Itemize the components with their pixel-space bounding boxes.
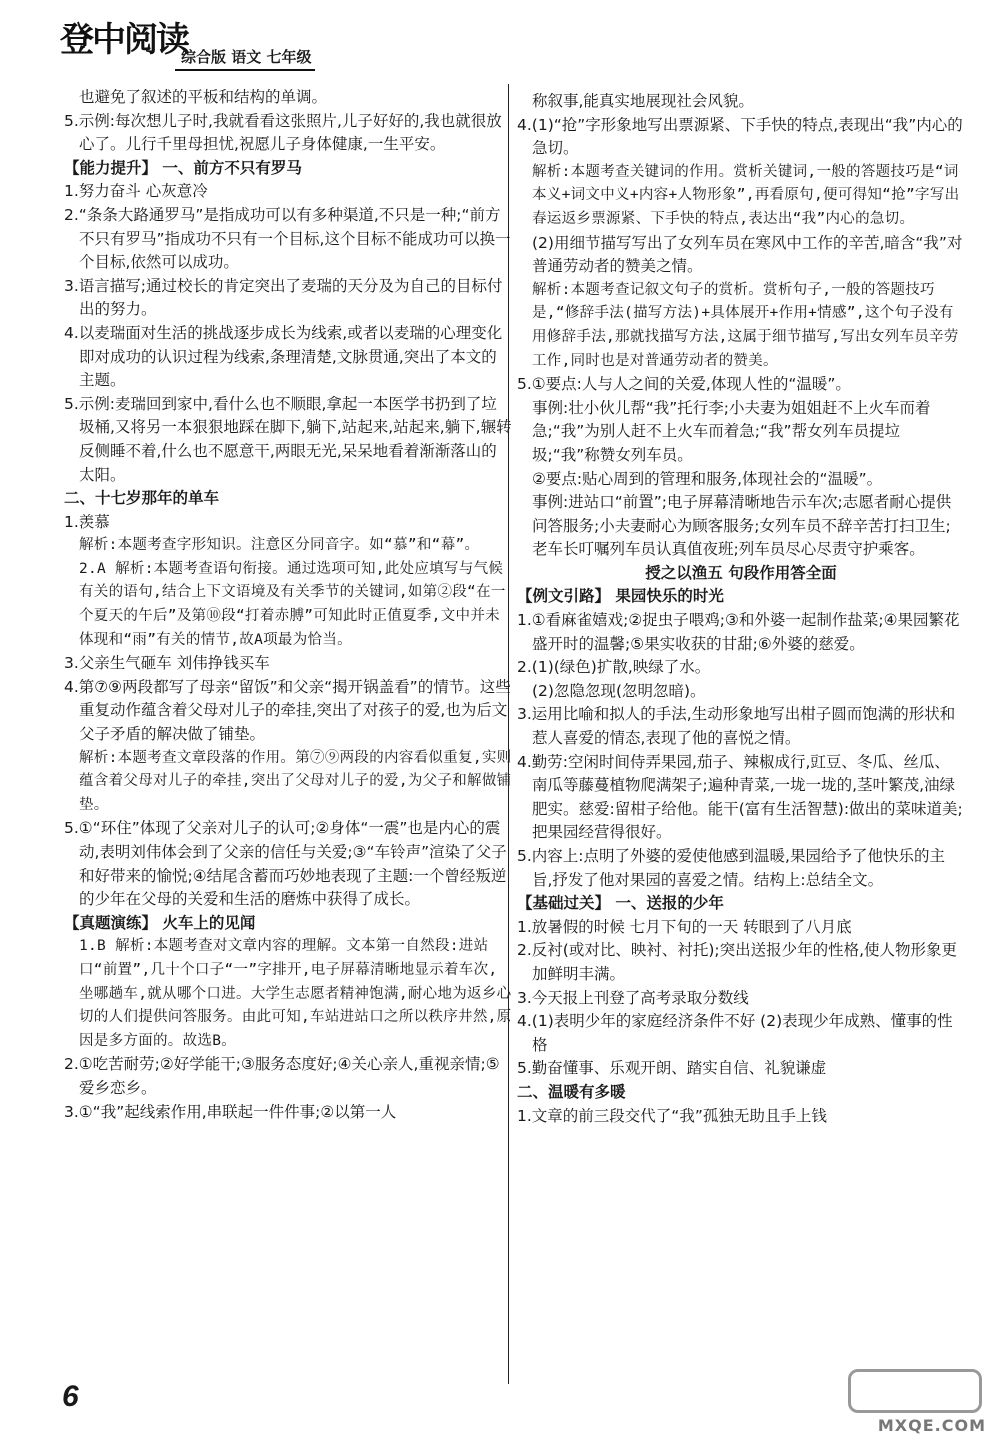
analysis-text: 解析:本题考查记叙文句子的赏析。赏析句子,一般的答题技巧是,“修辞手法(描写方法)+具体展开+作用+情感”,这个句子没有用修辞手法,那就找描写方法,这属于细节描写,写出女列车员辛劳工作,同时也是对普通劳动者的赞美。 [532,281,959,369]
analysis-text: 解析:本题考查字形知识。注意区分同音字。如“慕”和“幕”。 [79,537,480,554]
analysis-text: 解析:本题考查文章段落的作用。第⑦⑨两段的内容看似重复,实则蕴含着父母对儿子的牵挂,突出了父母对儿子的爱,为父子和解做铺垫。 [79,749,512,813]
answer-item: 5.勤奋懂事、乐观开朗、踏实自信、礼貌谦虚 [517,1059,827,1078]
answer-item: 2.①吃苦耐劳;②好学能干;③服务态度好;④关心亲人,重视亲情;⑤爱乡恋乡。 [64,1055,500,1097]
answer-item: 4.(1)“抢”字形象地写出票源紧、下手快的特点,表现出“我”内心的急切。 [517,115,963,158]
analysis-text: 2.A 解析:本题考查语句衔接。通过选项可知,此处应填写与气候有关的语句,结合上下文语境及有关季节的关键词,如第②段“在一个夏天的午后”及第⑩段“打着赤膊”可知此时正值夏季,文中并未体现和“雨”有关的情节,故A项最为恰当。 [79,560,506,648]
answer-continuation: (2)忽隐忽现(忽明忽暗)。 [532,681,706,700]
answer-continuation: ②要点:贴心周到的管理和服务,体现社会的“温暖”。 [532,469,883,488]
answer-item: 3.运用比喻和拟人的手法,生动形象地写出柑子圆而饱满的形状和惹人喜爱的情态,表现了他的喜悦之情。 [517,705,956,748]
section-heading: 【真题演练】 火车上的见闻 [64,913,256,932]
answer-item: 1.羡慕 [64,512,110,531]
answer-item: 4.第⑦⑨两段都写了母亲“留饭”和父亲“揭开锅盖看”的情节。这些重复动作蕴含着父母对儿子的牵挂,突出了对孩子的爱,也为后文父子矛盾的解决做了铺垫。 [64,677,511,744]
answer-item: 3.父亲生气砸车 刘伟挣钱买车 [64,654,270,673]
section-heading: 二、温暖有多暖 [517,1082,626,1101]
section-heading: 二、十七岁那年的单车 [64,489,220,508]
answer-continuation: 事例:进站口“前置”;电子屏幕清晰地告示车次;志愿者耐心提供问答服务;小夫妻耐心为顾客服务;女列车员不辞辛苦打扫卫生;老车长叮嘱列车员认真值夜班;列车员尽心尽责守护乘客。 [532,493,952,559]
answer-item: 2.“条条大路通罗马”是指成功可以有多种渠道,不只是一种;“前方不只有罗马”指成功不只有一个目标,这个目标不能成功可以换一个目标,依然可以成功。 [64,205,511,272]
answer-item: 5.①要点:人与人之间的关爱,体现人性的“温暖”。 [517,375,851,394]
analysis-text: 1.B 解析:本题考查对文章内容的理解。文本第一自然段:进站口“前置”,几十个口子“一”字排开,电子屏幕清晰地显示着车次,坐哪趟车,就从哪个口进。大学生志愿者精神饱满,耐心地为返乡心切的人们提供问答服务。由此可知,车站进站口之所以秩序井然,原因是多方面的。故选B。 [79,938,512,1049]
answer-continuation: 称叙事,能真实地展现社会风貌。 [532,92,754,110]
book-subtitle: 综合版 语文 七年级 [175,46,315,71]
answer-continuation: (2)用细节描写写出了女列车员在寒风中工作的辛苦,暗含“我”对普通劳动者的赞美之情。 [532,233,963,276]
section-heading: 【能力提升】 一、前方不只有罗马 [64,158,302,177]
page-header [60,6,360,66]
left-column [64,86,512,1124]
answer-item: 3.语言描写;通过校长的肯定突出了麦瑞的天分及为自己的目标付出的努力。 [64,276,503,319]
site-watermark [846,1369,986,1435]
answer-continuation: 也避免了叙述的平板和结构的单调。 [79,88,328,106]
answer-item: 3.①“我”起线索作用,串联起一件件事;②以第一人 [64,1102,397,1121]
page-number: 6 [62,1380,79,1413]
answer-item: 4.(1)表明少年的家庭经济条件不好 (2)表现少年成熟、懂事的性格 [517,1012,953,1054]
chapter-title: 授之以渔五 句段作用答全面 [645,563,837,582]
answer-item: 2.(1)(绿色)扩散,映绿了水。 [517,658,711,677]
answer-item: 2.反衬(或对比、映衬、衬托);突出送报少年的性格,使人物形象更加鲜明丰满。 [517,941,958,983]
answer-item: 1.①看麻雀嬉戏;②捉虫子喂鸡;③和外婆一起制作盐菜;④果园繁花盛开时的温馨;⑤果实收获的甘甜;⑥外婆的慈爱。 [517,611,960,653]
answer-item: 4.勤劳:空闲时间侍弄果园,茄子、辣椒成行,豇豆、冬瓜、丝瓜、南瓜等藤蔓植物爬满架子;遍种青菜,一垅一垅的,茎叶繁茂,油绿肥实。慈爱:留柑子给他。能干(富有生活智慧):做出的菜味道美;把果园经营得很好。 [517,752,963,842]
right-column [517,90,965,1128]
answer-item: 5.示例:每次想儿子时,我就看看这张照片,儿子好好的,我也就很放心了。儿行千里母担忧,祝愿儿子身体健康,一生平安。 [64,111,502,154]
answer-item: 3.今天报上刊登了高考录取分数线 [517,988,749,1007]
answer-item: 5.示例:麦瑞回到家中,看什么也不顺眼,拿起一本医学书扔到了垃圾桶,又将另一本狠狠地踩在脚下,躺下,站起来,站起来,躺下,辗转反侧睡不着,什么也不愿意干,两眼无光,呆呆地看着渐渐落山的太阳。 [64,394,512,484]
answer-item: 1.努力奋斗 心灰意冷 [64,182,208,201]
watermark-text: MXQE.COM [877,1416,986,1435]
answer-item: 1.文章的前三段交代了“我”孤独无助且手上钱 [517,1106,827,1125]
watermark-logo-icon [848,1369,982,1413]
answer-item: 5.内容上:点明了外婆的爱使他感到温暖,果园给予了他快乐的主旨,抒发了他对果园的喜爱之情。结构上:总结全文。 [517,847,945,889]
answer-continuation: 事例:壮小伙儿帮“我”托行李;小夫妻为姐姐赶不上火车而着急;“我”为别人赶不上火车而着急;“我”帮女列车员提垃圾;“我”称赞女列车员。 [532,398,931,464]
section-heading: 【例文引路】 果园快乐的时光 [517,587,724,606]
section-heading: 【基础过关】 一、送报的少年 [517,894,724,913]
book-logo: 登中阅读 [60,20,188,60]
analysis-text: 解析:本题考查关键词的作用。赏析关键词,一般的答题技巧是“词本义+词文中义+内容+人物形象”,再看原句,便可得知“抢”字写出春运返乡票源紧、下手快的特点,表达出“我”内心的急切。 [532,163,960,227]
answer-item: 4.以麦瑞面对生活的挑战逐步成长为线索,或者以麦瑞的心理变化即对成功的认识过程为线索,条理清楚,文脉贯通,突出了本文的主题。 [64,323,503,390]
answer-item: 5.①“环住”体现了父亲对儿子的认可;②身体“一震”也是内心的震动,表明刘伟体会到了父亲的信任与关爱;③“车铃声”渲染了父子和好带来的愉悦;④结尾含蓄而巧妙地表现了主题:一个曾经叛逆的少年在父母的关爱和生活的磨炼中获得了成长。 [64,819,507,909]
answer-item: 1.放暑假的时候 七月下旬的一天 转眼到了八月底 [517,917,852,936]
